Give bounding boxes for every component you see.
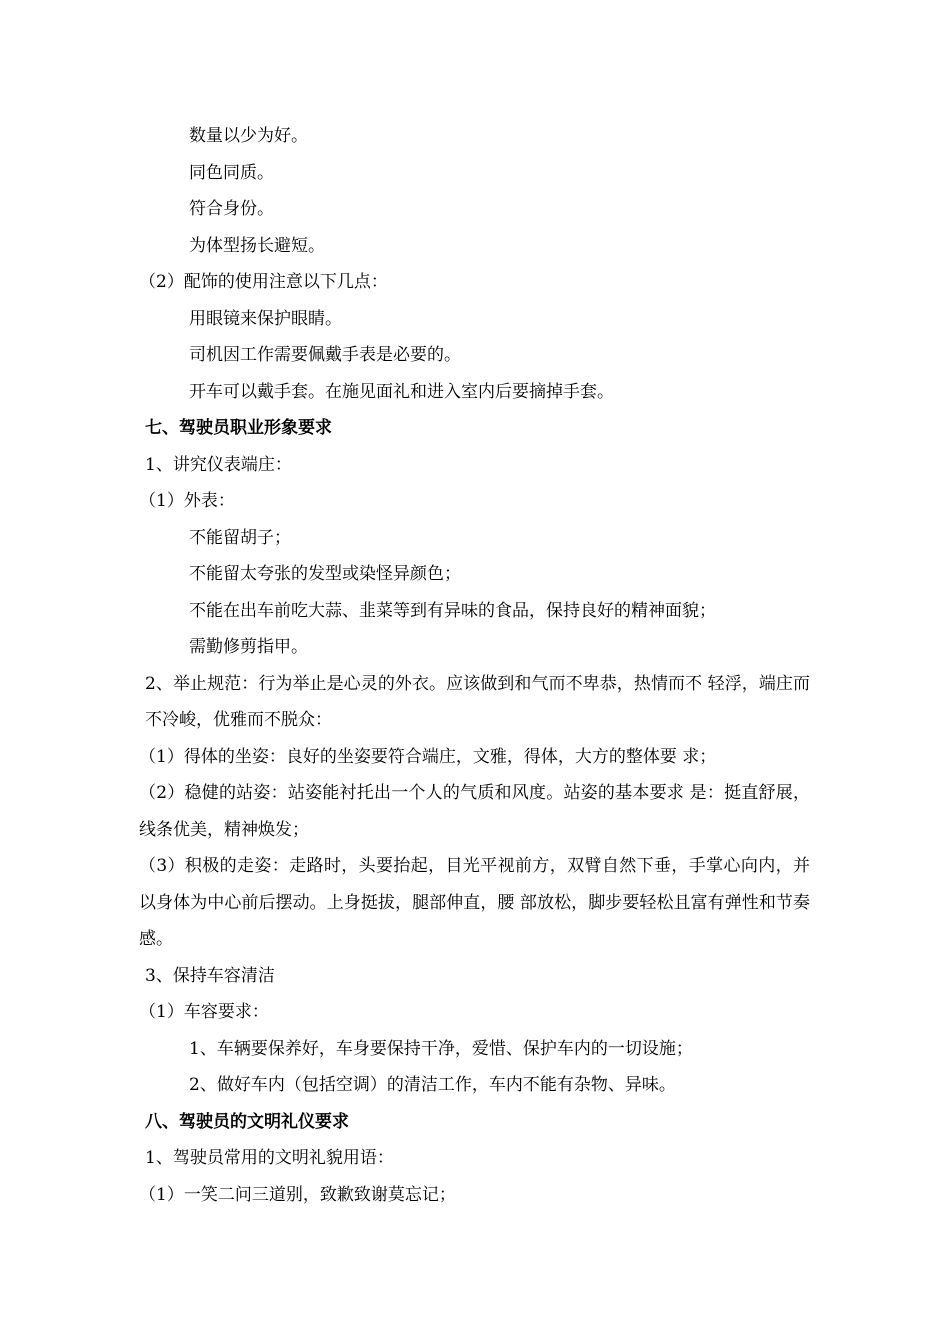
paragraph: （2）稳健的站姿：站姿能衬托出一个人的气质和风度。站姿的基本要求 是：挺直舒展，线条优美，精神焕发；	[139, 783, 810, 840]
sub-heading: 1、驾驶员常用的文明礼貌用语：	[145, 1148, 394, 1168]
list-item: 开车可以戴手套。在施见面礼和进入室内后要摘掉手套。	[189, 381, 614, 402]
sub-heading: （1）车容要求：	[139, 1002, 269, 1022]
section-heading: 七、驾驶员职业形象要求	[145, 418, 332, 438]
list-item: 用眼镜来保护眼睛。	[189, 308, 342, 329]
sub-heading: （2）配饰的使用注意以下几点：	[139, 272, 388, 292]
sub-heading: 3、保持车容清洁	[145, 965, 275, 986]
list-item: 不能留太夸张的发型或染怪异颜色；	[189, 564, 461, 584]
list-item: 不能留胡子；	[189, 527, 291, 548]
section-heading: 八、驾驶员的文明礼仪要求	[145, 1111, 349, 1132]
document-body	[139, 118, 810, 1213]
list-item: 司机因工作需要佩戴手表是必要的。	[189, 345, 461, 365]
list-item: 同色同质。	[189, 162, 274, 183]
list-item: 2、做好车内（包括空调）的清洁工作，车内不能有杂物、异味。	[189, 1075, 676, 1095]
sub-heading: 1、讲究仪表端庄：	[145, 454, 292, 475]
sub-heading: （1）外表：	[139, 491, 235, 511]
list-item: 不能在出车前吃大蒜、韭菜等到有异味的食品，保持良好的精神面貌；	[189, 600, 716, 621]
list-item: 需勤修剪指甲。	[189, 637, 308, 657]
paragraph: （1）得体的坐姿：良好的坐姿要符合端庄，文雅，得体，大方的整体要 求；	[139, 746, 717, 767]
list-item: 1、车辆要保养好，车身要保持干净，爱惜、保护车内的一切设施；	[189, 1038, 693, 1059]
list-item: （1）一笑二问三道别，致歉致谢莫忘记；	[139, 1184, 456, 1205]
paragraph: 2、举止规范：行为举止是心灵的外衣。应该做到和气而不卑恭，热情而不 轻浮，端庄而不冷峻，优雅而不脱众：	[145, 673, 810, 730]
list-item: 为体型扬长避短。	[189, 235, 325, 256]
paragraph: （3）积极的走姿：走路时，头要抬起，目光平视前方，双臂自然下垂，手掌心向内，并以身体为中心前后摆动。上身挺拔，腿部伸直，腰 部放松，脚步要轻松且富有弹性和节奏感。	[139, 856, 810, 949]
list-item: 符合身份。	[189, 199, 274, 219]
list-item: 数量以少为好。	[189, 126, 308, 146]
